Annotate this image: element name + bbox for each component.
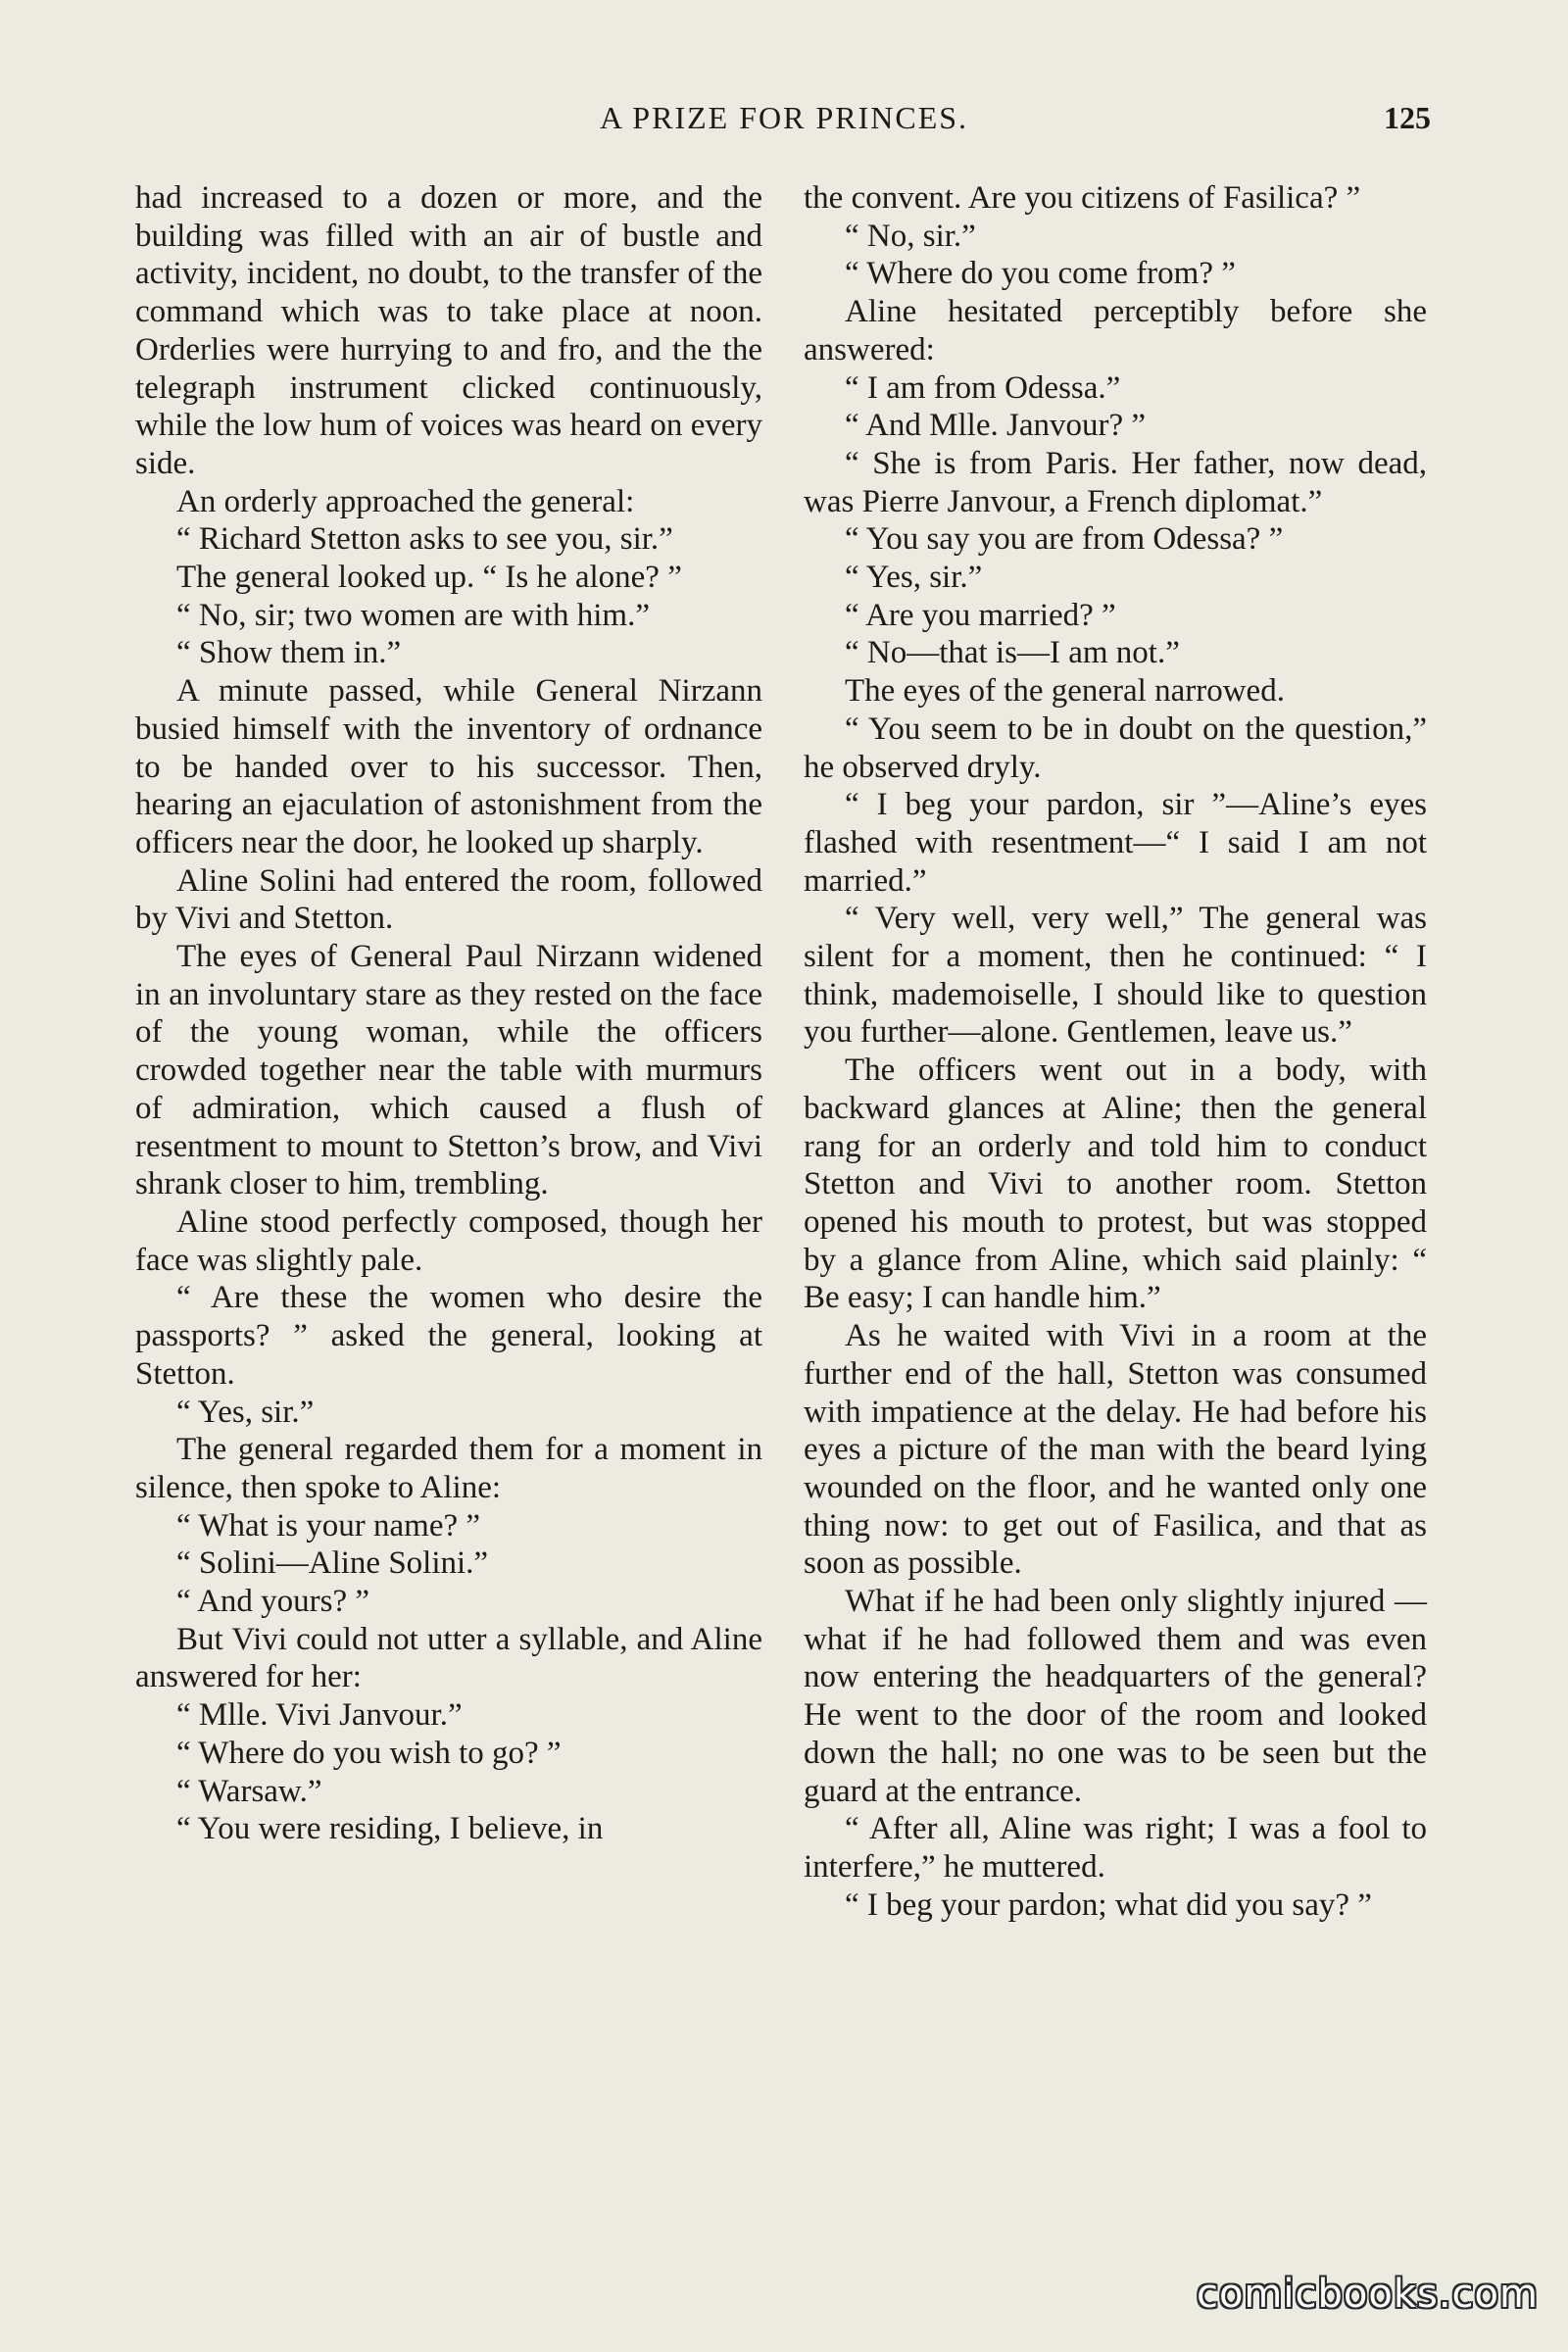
paragraph: “ Are these the women who desire the passports? ” asked the general, looking at Stetton. — [135, 1280, 762, 1392]
paragraph: A minute passed, while General Nirzann busied himself with the inventory of ordnance to be handed over to his successor. Then, hearing an ejaculation of astonishment from the officers near the door, he looked up sharply. — [135, 673, 762, 860]
paragraph: “ You seem to be in doubt on the question,” he observed dryly. — [804, 710, 1427, 785]
paragraph: “ Are you married? ” — [845, 597, 1116, 633]
page-number: 125 — [1384, 100, 1431, 135]
paragraph: Aline stood perfectly composed, though her face was slightly pale. — [135, 1203, 762, 1278]
paragraph: What if he had been only slightly injured — what if he had followed them and was even now entering the headquarters of the general? He went to the door of the room and looked down the hall; no one was to be seen but the guard at the entrance. — [804, 1584, 1427, 1809]
paragraph: “ Where do you come from? ” — [845, 256, 1236, 292]
paragraph: “ What is your name? ” — [176, 1507, 481, 1544]
paragraph: “ You were residing, I believe, in — [176, 1811, 604, 1847]
paragraph: “ She is from Paris. Her father, now dead, was Pierre Janvour, a French diplomat.” — [804, 445, 1427, 519]
paragraph: Aline hesitated perceptibly before she answered: — [804, 294, 1427, 368]
paragraph: “ Yes, sir.” — [845, 560, 983, 596]
paragraph: “ I am from Odessa.” — [845, 369, 1121, 406]
paragraph: “ Where do you wish to go? ” — [176, 1735, 562, 1771]
paragraph: “ I beg your pardon, sir ”—Aline’s eyes flashed with resentment—“ I said I am not married.” — [804, 787, 1427, 899]
left-column — [135, 179, 762, 1848]
paragraph: “ Very well, very well,” The general was silent for a moment, then he continued: “ I think, mademoiselle, I should like to question you further—alone. Gentlemen, leave us.” — [804, 901, 1427, 1051]
paragraph: “ And yours? ” — [176, 1584, 370, 1620]
running-title: A PRIZE FOR PRINCES. — [599, 100, 969, 135]
paragraph: had increased to a dozen or more, and the building was filled with an air of bustle and activity, incident, no doubt, to the transfer of the command which was to take place at noon. Orderlies were hurrying to and fro, and the the telegraph instrument clicked continuously, while the low hum of voices was heard on every side. — [135, 180, 762, 481]
paragraph: “ Warsaw.” — [176, 1773, 322, 1809]
paragraph: Aline Solini had entered the room, followed by Vivi and Stetton. — [135, 862, 762, 937]
paragraph: “ Solini—Aline Solini.” — [176, 1545, 489, 1582]
paragraph: The general looked up. “ Is he alone? ” — [176, 560, 682, 596]
paragraph: “ After all, Aline was right; I was a fool to interfere,” he muttered. — [804, 1811, 1427, 1885]
paragraph: “ I beg your pardon; what did you say? ” — [845, 1886, 1372, 1923]
paragraph: “ Show them in.” — [176, 635, 402, 671]
watermark: comicbooks.com — [1196, 2272, 1539, 2317]
paragraph: the convent. Are you citizens of Fasilica? ” — [804, 180, 1361, 216]
paragraph: But Vivi could not utter a syllable, and Aline answered for her: — [135, 1621, 762, 1695]
paragraph: “ And Mlle. Janvour? ” — [845, 408, 1147, 444]
paragraph: “ Yes, sir.” — [176, 1394, 315, 1430]
paragraph: “ No, sir; two women are with him.” — [176, 597, 650, 633]
paragraph: “ Richard Stetton asks to see you, sir.” — [176, 521, 673, 558]
paragraph: The eyes of General Paul Nirzann widened in an involuntary stare as they rested on the face of the young woman, while the officers crowded together near the table with murmurs of admiration, which caused a flush of resentment to mount to Stetton’s brow, and Vivi shrank closer to him, trembling. — [135, 939, 762, 1202]
paragraph: “ Mlle. Vivi Janvour.” — [176, 1697, 463, 1734]
page-header — [0, 100, 1568, 147]
paragraph: The eyes of the general narrowed. — [845, 673, 1285, 710]
paragraph: As he waited with Vivi in a room at the further end of the hall, Stetton was consumed with impatience at the delay. He had before his eyes a picture of the man with the beard lying wounded on the floor, and he wanted only one thing now: to get out of Fasilica, and that as soon as possible. — [804, 1318, 1427, 1582]
paragraph: The general regarded them for a moment in silence, then spoke to Aline: — [135, 1432, 762, 1505]
right-column — [804, 179, 1427, 1924]
paragraph: An orderly approached the general: — [176, 483, 635, 519]
paragraph: “ No, sir.” — [845, 218, 976, 254]
paragraph: “ No—that is—I am not.” — [845, 635, 1180, 671]
paragraph: The officers went out in a body, with backward glances at Aline; then the general rang for an orderly and told him to conduct Stetton and Vivi to another room. Stetton opened his mouth to protest, but was stopped by a glance from Aline, which said plainly: “ Be easy; I can handle him.” — [804, 1053, 1427, 1316]
paragraph: “ You say you are from Odessa? ” — [845, 521, 1284, 558]
